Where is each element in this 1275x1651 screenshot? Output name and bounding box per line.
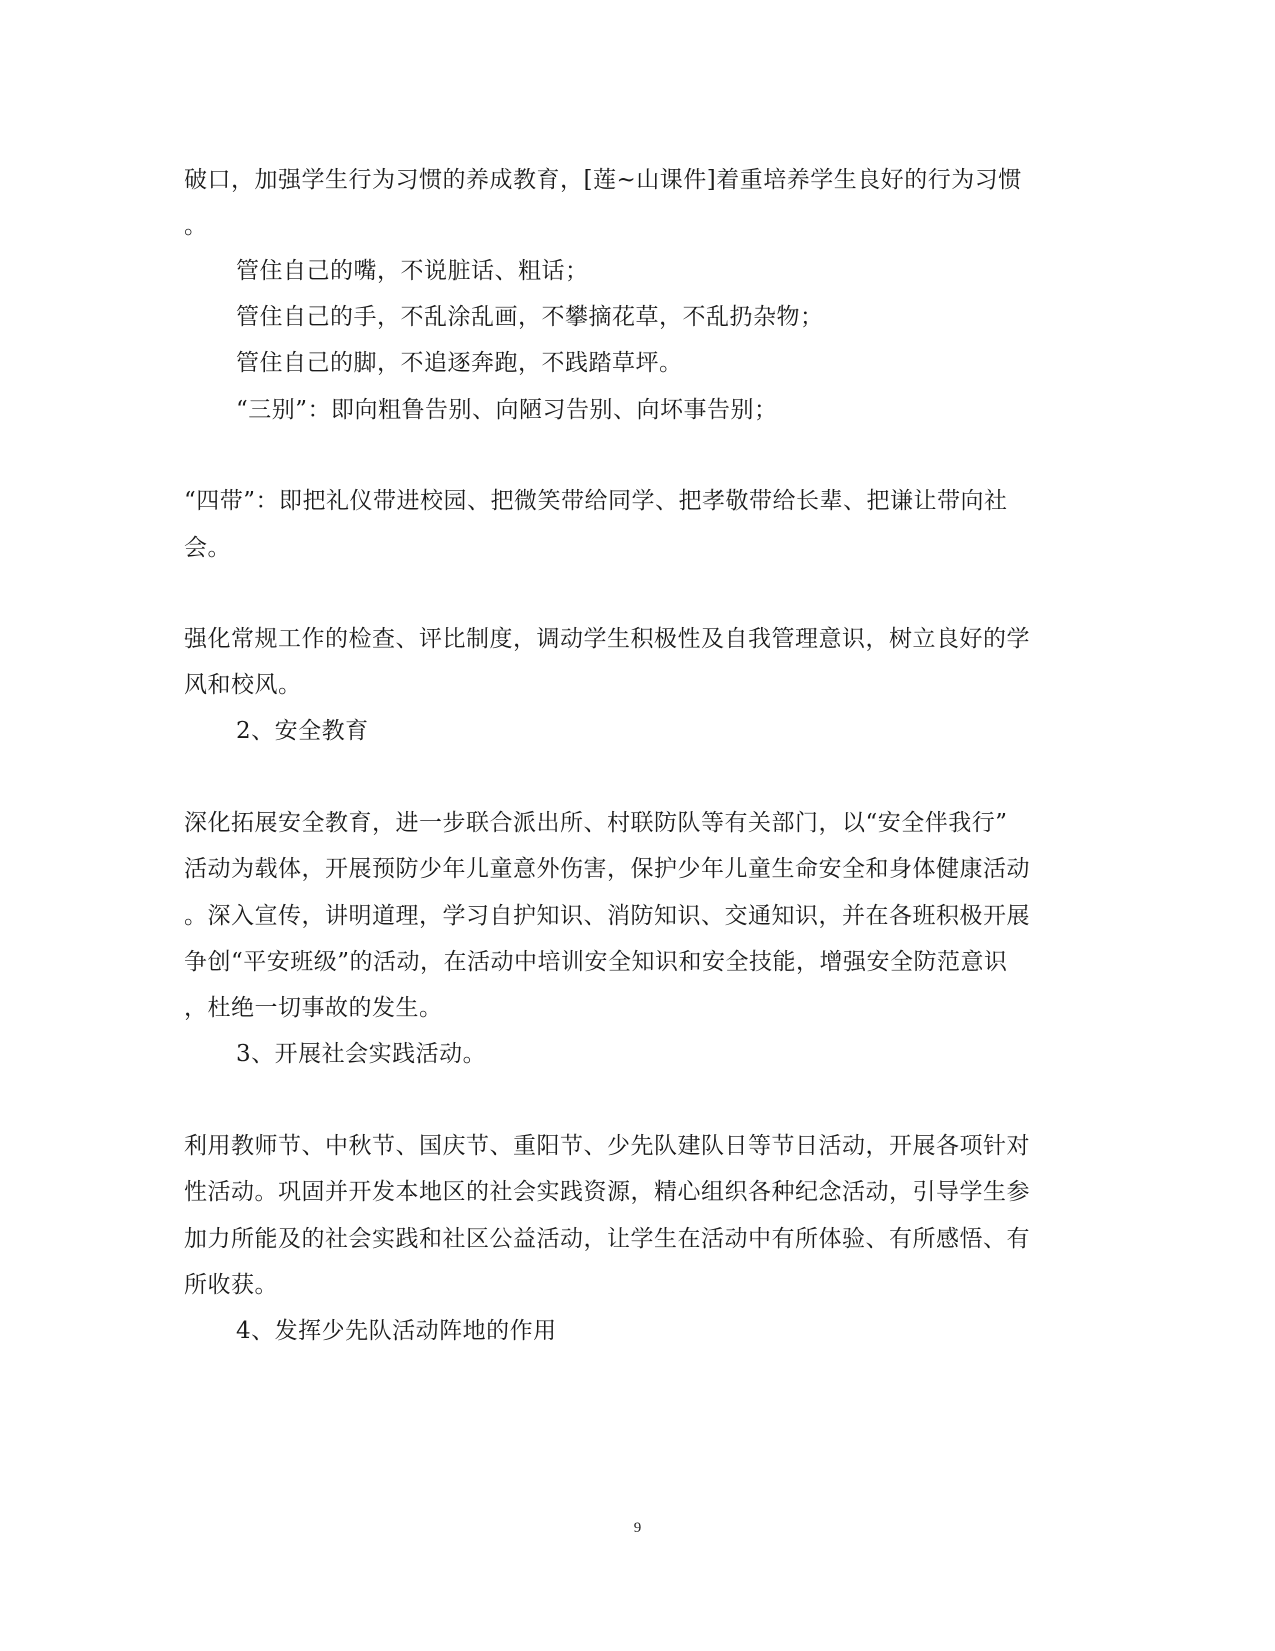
text-line: 活动为载体，开展预防少年儿童意外伤害，保护少年儿童生命安全和身体健康活动 bbox=[184, 856, 1030, 882]
text-line: 管住自己的嘴，不说脏话、粗话； bbox=[236, 258, 589, 284]
page-number: 9 bbox=[633, 1520, 642, 1536]
text-line: 深化拓展安全教育，进一步联合派出所、村联防队等有关部门，以“安全伴我行” bbox=[184, 810, 1008, 836]
text-line: 所收获。 bbox=[184, 1272, 278, 1298]
text-line: 。 bbox=[184, 213, 208, 239]
text-line: “三别”：即向粗鲁告别、向陋习告别、向坏事告别； bbox=[236, 397, 778, 423]
text-line: 强化常规工作的检查、评比制度，调动学生积极性及自我管理意识，树立良好的学 bbox=[184, 626, 1030, 652]
text-line: 争创“平安班级”的活动，在活动中培训安全知识和安全技能，增强安全防范意识 bbox=[184, 949, 1008, 975]
section-heading: 2、安全教育 bbox=[236, 718, 369, 744]
text-line: 利用教师节、中秋节、国庆节、重阳节、少先队建队日等节日活动，开展各项针对 bbox=[184, 1133, 1030, 1159]
text-line: “四带”：即把礼仪带进校园、把微笑带给同学、把孝敬带给长辈、把谦让带向社 bbox=[184, 488, 1008, 514]
section-heading: 4、发挥少先队活动阵地的作用 bbox=[236, 1318, 557, 1344]
text-line: 管住自己的手，不乱涂乱画，不攀摘花草，不乱扔杂物； bbox=[236, 304, 824, 330]
text-line: 加力所能及的社会实践和社区公益活动，让学生在活动中有所体验、有所感悟、有 bbox=[184, 1226, 1030, 1252]
text-line: 破口，加强学生行为习惯的养成教育，[莲~山课件]着重培养学生良好的行为习惯 bbox=[184, 167, 1022, 193]
section-heading: 3、开展社会实践活动。 bbox=[236, 1041, 487, 1067]
text-line: 性活动。巩固并开发本地区的社会实践资源，精心组织各种纪念活动，引导学生参 bbox=[184, 1179, 1030, 1205]
text-line: 。深入宣传，讲明道理，学习自护知识、消防知识、交通知识，并在各班积极开展 bbox=[184, 903, 1030, 929]
text-line: 风和校风。 bbox=[184, 672, 302, 698]
text-line: 会。 bbox=[184, 535, 231, 561]
text-line: 管住自己的脚，不追逐奔跑，不践踏草坪。 bbox=[236, 350, 683, 376]
text-line: ，杜绝一切事故的发生。 bbox=[184, 995, 443, 1021]
